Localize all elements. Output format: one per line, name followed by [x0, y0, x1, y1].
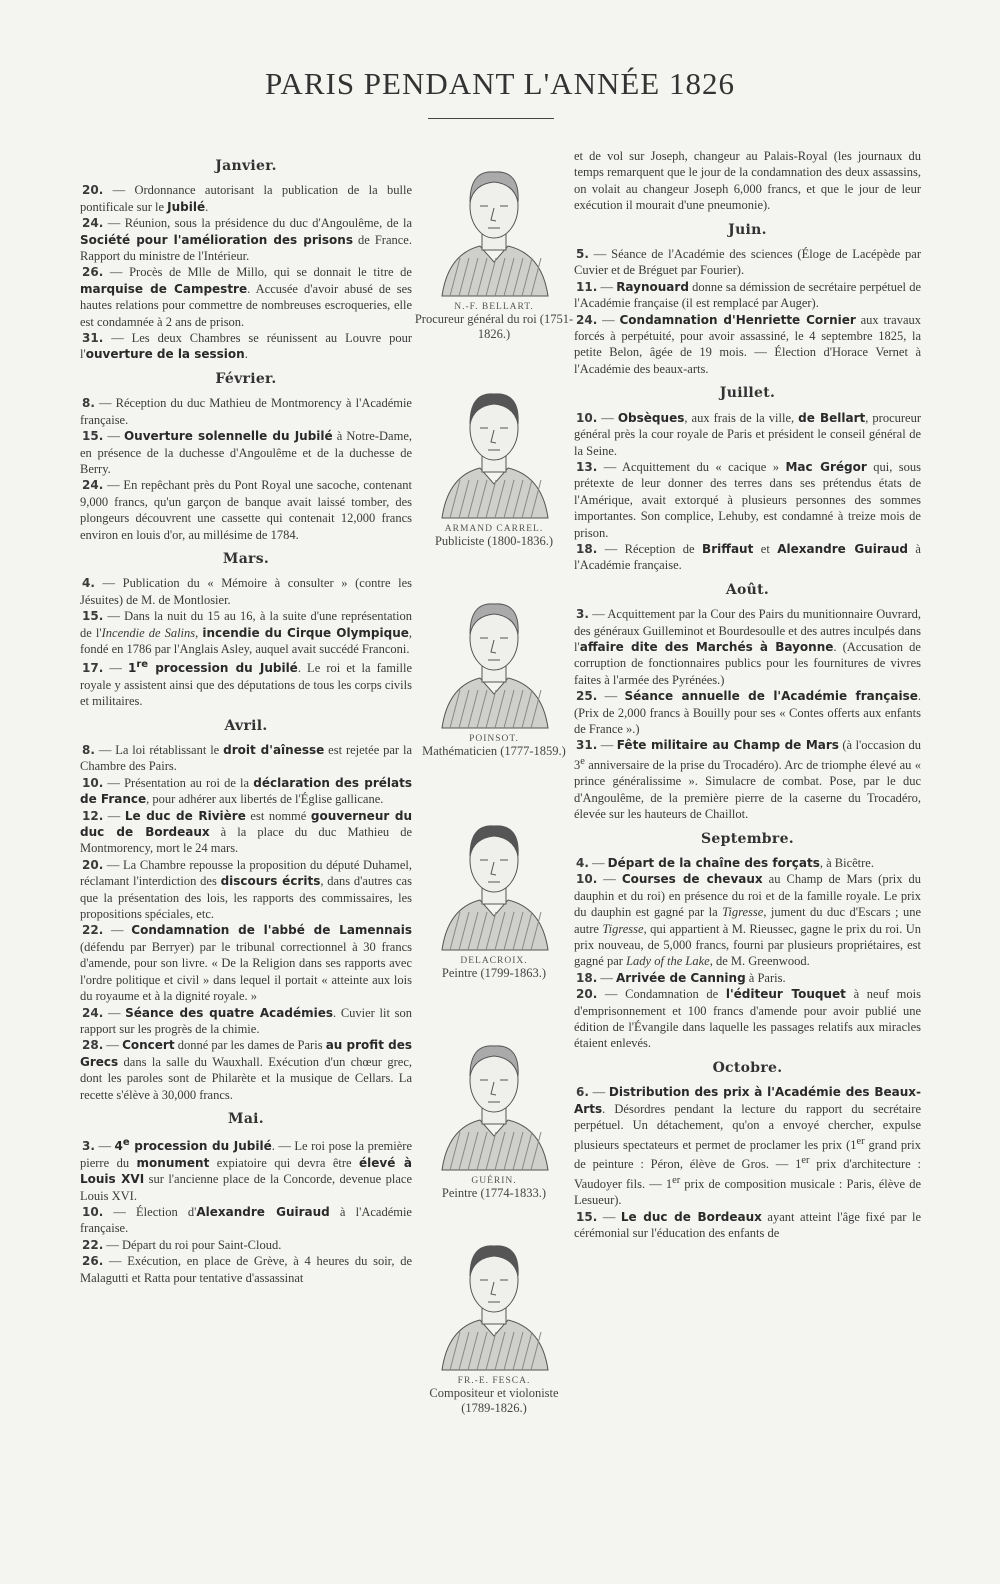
chronology-entry [574, 312, 921, 378]
portrait-engraving [434, 582, 554, 730]
portrait-name: N.-F. BELLART. [454, 302, 534, 312]
entry-day: 3. [82, 1139, 95, 1154]
entry-day: 11. [576, 279, 598, 294]
portrait-name: FR.-E. FESCA. [457, 1376, 531, 1386]
chronology-entry [574, 279, 921, 312]
entry-text: — Condamnation de l'abbé de Lamennais (défendu par Berryer) par le tribunal correctionnel à 30 francs d'amende, pour son livre. « De la Religion dans ses rapports avec l'ordre politique et civil » dans lequel il portait « atteinte aux lois du royaume et à la dignité royale. » [80, 923, 413, 1004]
chronology-entry [574, 1209, 921, 1242]
entry-day: 24. [576, 312, 598, 327]
entry-text: — Raynouard donne sa démission de secrétaire perpétuel de l'Académie française (il est remplacé par Auger). [574, 279, 921, 311]
portrait-figure [414, 1224, 574, 1416]
entry-day: 24. [82, 1005, 104, 1020]
entry-day: 6. [576, 1085, 589, 1100]
entry-day: 25. [576, 689, 598, 704]
entry-day: 22. [82, 1237, 104, 1252]
chronology-entry [574, 459, 921, 541]
chronology-entry [80, 1135, 412, 1204]
chronology-entry [80, 608, 412, 657]
entry-text: — Arrivée de Canning à Paris. [597, 970, 786, 985]
entry-day: 8. [82, 396, 95, 411]
chronology-entry [80, 395, 412, 428]
entry-text: — Acquittement du « cacique » Mac Grégor qui, sous prétexte de leur donner des terres dans ses prétendus états de l'Amérique, avait extorqué à plusieurs personnes des sommes importantes. Son complice, Lehuby, est condamné à treize mois de prison. [574, 459, 922, 540]
entry-text: — Départ de la chaîne des forçats, à Bicêtre. [588, 856, 874, 870]
portrait-name: POINSOT. [469, 734, 519, 744]
entry-text: — La loi rétablissant le droit d'aînesse est rejetée par la Chambre des Pairs. [80, 743, 413, 774]
portrait-name: ARMAND CARREL. [444, 524, 544, 534]
month-heading: Juillet. [719, 385, 776, 402]
entry-text: — Départ du roi pour Saint-Cloud. [103, 1237, 282, 1252]
left-column [80, 150, 412, 1286]
portrait-engraving [434, 150, 554, 298]
entry-text: — Condamnation de l'éditeur Touquet à neuf mois d'emprisonnement et 100 francs d'amende pour avoir publié une édition de l'Évangile dans laquelle les passages relatifs aux miracles étaient enlevés. [574, 987, 921, 1051]
chronology-entry [80, 1037, 412, 1103]
entry-text: — Les deux Chambres se réunissent au Louvre pour l'ouverture de la session. [80, 331, 412, 362]
month-heading: Octobre. [712, 1059, 783, 1076]
entry-text: — Séance de l'Académie des sciences (Éloge de Lacépède par Cuvier et de Bréguet par Fourier). [574, 247, 921, 278]
entry-text: — Dans la nuit du 15 au 16, à la suite d'une représentation de l'Incendie de Salins, incendie du Cirque Olympique, fondé en 1786 par l'Anglais Asley, auquel avait succédé Franconi. [80, 609, 413, 656]
chronology-entry [574, 688, 921, 737]
entry-text: — Concert donné par les dames de Paris au profit des Grecs dans la salle du Wauxhall. Exécution d'un chœur grec, dont les paroles sont de Philarète et la musique de Cellars. La recette s'élève à 30,000 francs. [80, 1038, 412, 1102]
month-heading: Janvier. [215, 158, 277, 174]
chronology-entry [80, 575, 412, 608]
portrait-name: DELACROIX. [460, 956, 528, 966]
portrait-engraving [434, 1024, 554, 1172]
portrait-caption: Compositeur et violoniste (1789-1826.) [429, 1386, 559, 1415]
portrait-figure [414, 150, 574, 342]
entry-text: — Fête militaire au Champ de Mars (à l'occasion du 3e anniversaire de la prise du Trocadéro). Arc de triomphe élevé au « prince généralissime ». Simulacre de combat. Pose, par le duc d'Angoulême, de la première pierre de la caserne du Trocadéro, élevée sur les hauteurs de Chaillot. [574, 738, 922, 822]
entry-day: 26. [82, 265, 104, 280]
chronology-entry [574, 246, 921, 279]
portrait-engraving [434, 1224, 554, 1372]
entry-text: — Le duc de Bordeaux ayant atteint l'âge fixé par le cérémonial sur l'éducation des enfants de [574, 1209, 921, 1240]
continuation-text: et de vol sur Joseph, changeur au Palais-Royal (les journaux du temps remarquent que le jour de la condamnation des deux assassins, on volait au changeur Joseph 6,000 francs, et que le jour de leur exécution il mourait d'une pneumonie). [574, 149, 921, 213]
entry-day: 20. [82, 183, 104, 198]
chronology-entry [574, 970, 921, 986]
portrait-figure [414, 1024, 574, 1201]
chronology-entry [80, 477, 412, 543]
entry-day: 12. [82, 808, 104, 823]
right-column [574, 148, 921, 1241]
chronology-entry [80, 657, 412, 709]
entry-text: — Condamnation d'Henriette Cornier aux travaux forcés à perpétuité, pour avoir assassiné, le 4 septembre 1825, la petite Belon, âgée de 19 mois. — Élection d'Horace Vernet à l'Académie des beaux-arts. [574, 312, 922, 376]
entry-day: 4. [82, 576, 95, 591]
entry-text: — 1re procession du Jubilé. Le roi et la famille royale y assistent ainsi que des députations de tous les corps civils et militaires. [80, 659, 412, 709]
chronology-entry [80, 808, 412, 857]
chronology-entry [574, 737, 921, 822]
entry-day: 18. [576, 970, 598, 985]
entry-text: — Courses de chevaux au Champ de Mars (prix du dauphin et du roi) en présence du roi et de la famille royale. Le prix du dauphin est gagné par la Tigresse, jument du duc d'Escars ; une autre Tigresse, qui appartient à M. Rieussec, gagne le prix du roi. Un prix nouveau, de 5,000 francs, fourni par plusieurs propriétaires, est gagné par Lady of the Lake, de M. Greenwood. [574, 872, 922, 969]
entry-text: — Obsèques, aux frais de la ville, de Bellart, procureur général près la cour royale de Paris et président le conseil général de la Seine. [574, 410, 922, 458]
entry-text: — Ouverture solennelle du Jubilé à Notre-Dame, en présence de la duchesse d'Angoulême et de la duchesse de Berry. [80, 429, 412, 476]
chronology-entry [574, 541, 921, 574]
entry-text: — Réception de Briffaut et Alexandre Guiraud à l'Académie française. [574, 541, 921, 573]
chronology-entry [80, 857, 412, 923]
portrait-figure [414, 804, 574, 981]
entry-text: — Présentation au roi de la déclaration des prélats de France, pour adhérer aux libertés de l'Église gallicane. [80, 775, 413, 807]
entry-day: 31. [82, 331, 104, 346]
entry-text: — Distribution des prix à l'Académie des Beaux-Arts. Désordres pendant la lecture du rapport du secrétaire perpétuel. Un détachement, qu'on a envoyé chercher, expulse plusieurs spectateurs et permet de proclamer les prix (1er grand prix de peinture : Péron, élève de Gros. — 1er prix d'architecture : Vaudoyer fils. — 1er prix de composition musicale : Paris, élève de Lesueur). [574, 1085, 922, 1208]
entry-text: — La Chambre repousse la proposition du député Duhamel, réclamant l'interdiction des discours écrits, dans d'autres cas que la présentation des lois, les rapports des commissaires, les propositions spéciales, etc. [80, 857, 412, 922]
entry-day: 15. [82, 429, 104, 444]
month-heading: Février. [215, 370, 277, 387]
chronology-entry [80, 215, 412, 264]
portrait-caption: Publiciste (1800-1836.) [434, 534, 554, 548]
chronology-entry [80, 742, 412, 775]
chronology-entry [574, 871, 921, 969]
page-title: PARIS PENDANT L'ANNÉE 1826 [265, 66, 735, 101]
entry-day: 22. [82, 923, 104, 938]
entry-day: 24. [82, 478, 104, 493]
entry-text: — Ordonnance autorisant la publication de la bulle pontificale sur le Jubilé. [80, 183, 412, 214]
portrait-caption: Peintre (1774-1833.) [441, 1186, 547, 1200]
entry-text: — Séance annuelle de l'Académie française. (Prix de 2,000 francs à Bouilly pour ses « Contes offerts aux enfants de France ».) [574, 689, 921, 736]
entry-text: — 4e procession du Jubilé. — Le roi pose la première pierre du monument expiatoire qui devra être élevé à Louis XVI sur l'ancienne place de la Concorde, devenue place Louis XVI. [80, 1137, 412, 1203]
month-heading: Septembre. [701, 830, 794, 847]
entry-text: — Réunion, sous la présidence du duc d'Angoulême, de la Société pour l'amélioration des prisons de France. Rapport du ministre de l'Intérieur. [80, 216, 412, 264]
chronology-entry [574, 986, 921, 1052]
chronology-entry [80, 182, 412, 215]
entry-text: — Le duc de Rivière est nommé gouverneur du duc de Bordeaux à la place du duc Mathieu de Montmorency, mort le 24 mars. [80, 808, 412, 856]
chronology-entry [80, 775, 412, 808]
entry-day: 5. [576, 247, 589, 262]
month-heading: Juin. [728, 221, 767, 238]
chronology-entry [80, 922, 412, 1004]
entry-day: 10. [576, 410, 598, 425]
entry-text: — Publication du « Mémoire à consulter » (contre les Jésuites) de M. de Montlosier. [80, 576, 412, 607]
portrait-figure [414, 582, 574, 759]
chronology-entry [80, 264, 412, 330]
chronology-entry [574, 606, 921, 688]
entry-day: 10. [82, 775, 104, 790]
chronology-entry [80, 1005, 412, 1038]
entry-text: — Élection d'Alexandre Guiraud à l'Académie française. [80, 1204, 412, 1236]
chronology-entry [574, 1084, 921, 1208]
entry-text: — Réception du duc Mathieu de Montmorency à l'Académie française. [80, 396, 412, 427]
entry-day: 8. [82, 743, 95, 757]
portrait-caption: Mathématicien (1777-1859.) [422, 744, 566, 758]
entry-day: 10. [82, 1204, 104, 1219]
entry-text: — En repêchant près du Pont Royal une sacoche, contenant 9,000 francs, qu'un garçon de banque avait laissé tomber, des plongeurs découvrent une cassette qui contenait 12,000 francs environ en louis d'or, au millésime de 1784. [80, 478, 412, 542]
chronology-entry [80, 1204, 412, 1237]
portrait-engraving [434, 372, 554, 520]
entry-day: 18. [576, 541, 598, 556]
chronology-entry [80, 1253, 412, 1286]
entry-day: 3. [576, 607, 589, 622]
entry-text: — Procès de Mlle de Millo, qui se donnait le titre de marquise de Campestre. Accusée d'avoir abusé de ses hautes relations pour commettre de nombreuses escroqueries, elle est condamnée à 2 ans de prison. [80, 265, 412, 329]
entry-day: 13. [576, 459, 598, 474]
month-heading: Avril. [224, 717, 268, 734]
entry-text: — Acquittement par la Cour des Pairs du munitionnaire Ouvrard, des généraux Guilleminot et Bourdesoulle et des autres inculpés dans l'affaire dite des Marchés à Bayonne. (Accusation de corruption de fonctionnaires publics pour les fournitures de vivres faites à l'armée des Pyrénées.) [574, 607, 921, 687]
entry-day: 17. [82, 661, 104, 676]
entry-day: 26. [82, 1254, 104, 1269]
month-heading: Mai. [228, 1110, 264, 1127]
entry-text: — Exécution, en place de Grève, à 4 heures du soir, de Malagutti et Ratta pour tentative d'assassinat [80, 1254, 412, 1285]
title-rule [428, 118, 554, 119]
entry-day: 20. [82, 857, 104, 872]
month-heading: Mars. [222, 550, 270, 567]
portrait-name: GUÉRIN. [471, 1176, 517, 1186]
entry-day: 24. [82, 216, 104, 231]
portrait-caption: Procureur général du roi (1751-1826.) [414, 312, 574, 341]
entry-day: 31. [576, 738, 598, 753]
entry-day: 28. [82, 1038, 104, 1053]
entry-day: 4. [576, 856, 589, 870]
chronology-entry [574, 410, 921, 459]
portrait-caption: Peintre (1799-1863.) [441, 966, 547, 980]
chronology-entry [80, 1237, 412, 1253]
entry-day: 10. [576, 872, 598, 887]
entry-day: 15. [576, 1209, 598, 1224]
chronology-entry [574, 855, 921, 871]
entry-day: 20. [576, 987, 598, 1002]
portrait-figure [414, 372, 574, 549]
chronology-entry [80, 330, 412, 363]
portrait-engraving [434, 804, 554, 952]
chronology-entry [80, 428, 412, 477]
entry-day: 15. [82, 609, 104, 624]
entry-text: — Séance des quatre Académies. Cuvier lit son rapport sur les progrès de la chimie. [80, 1005, 412, 1036]
month-heading: Août. [725, 581, 770, 598]
